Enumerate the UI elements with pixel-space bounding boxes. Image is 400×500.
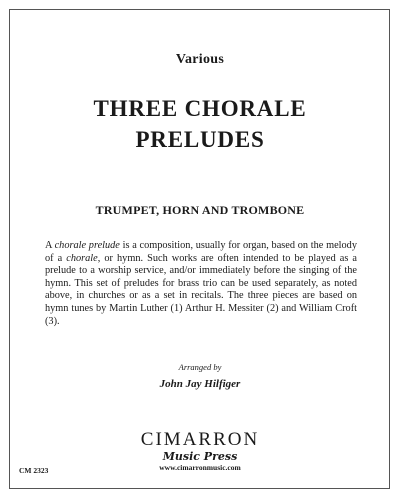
description-intro-b: is a composition, usually for organ, based on the melody of a	[45, 240, 357, 264]
term-chorale: chorale	[66, 252, 98, 264]
arranged-by-label: Arranged by	[178, 362, 222, 372]
instrumentation: TRUMPET, HORN AND TROMBONE	[95, 203, 305, 217]
catalog-number: CM 2323	[19, 466, 49, 475]
title-line-2: PRELUDES	[135, 127, 265, 152]
arranger-name: John Jay Hilfiger	[159, 378, 241, 390]
title-line-1: THREE CHORALE	[93, 96, 307, 121]
publisher-url: www.cimarronmusic.com	[159, 463, 241, 472]
composer-name: Various	[175, 52, 225, 67]
publisher-logo-sub: Music Press	[162, 450, 238, 463]
term-chorale-prelude: chorale prelude	[54, 240, 120, 251]
description-rest: , or hymn. Such works are often intended to be played as a prelude to a worship service, and/or immediately before the singing of the hymn. This set of preludes for brass trio can be used separately, as noted above, in churches or as a set in recitals. The three pieces are based on hymn tunes by Martin Luther (1) Arthur H. Messiter (2) and William Croft (3).	[45, 252, 357, 327]
page-title	[0, 93, 400, 155]
description-intro-a: A	[45, 240, 55, 251]
publisher-logo	[0, 430, 400, 473]
publisher-logo-main: CIMARRON	[140, 429, 260, 450]
description-paragraph	[45, 240, 357, 328]
